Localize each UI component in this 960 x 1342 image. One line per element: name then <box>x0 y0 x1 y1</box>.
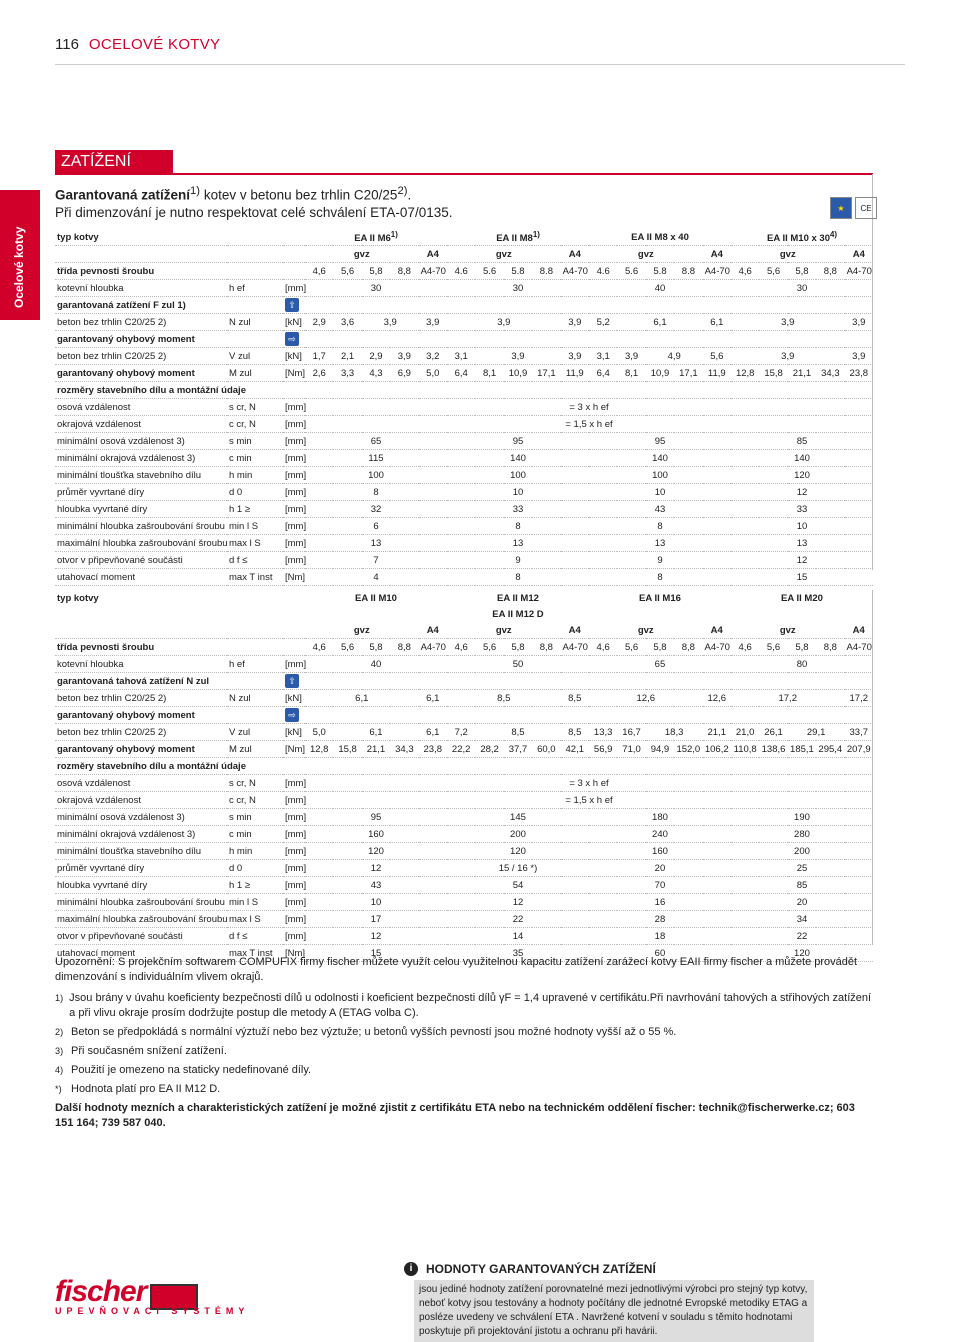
table-cell: 5,8 <box>362 639 390 656</box>
table-cell: 15,8 <box>333 741 361 758</box>
table-cell: 8 <box>589 518 731 535</box>
table-cell: A4-70 <box>845 639 873 656</box>
table-cell: 33 <box>447 501 589 518</box>
table-row: garantovaný ohybový moment ⇨ <box>55 707 873 724</box>
table-cell: 33 <box>731 501 873 518</box>
table-cell: minimální tloušťka stavebního dílu <box>55 467 227 484</box>
table-cell: 71,0 <box>617 741 645 758</box>
table-cell: [Nm] <box>283 569 305 586</box>
table-cell: 95 <box>305 809 447 826</box>
table-cell: 8.8 <box>674 263 702 280</box>
footnote-text: Beton se předpokládá s normální výztuží nebo bez výztuže; u betonů vyšších pevností jsou možné hodnoty vyšší až o 55 %. <box>71 1026 677 1038</box>
info-icon: i <box>404 1262 418 1276</box>
table-cell: [mm] <box>283 843 305 860</box>
red-divider <box>55 173 873 175</box>
table-cell: 34,3 <box>390 741 418 758</box>
table-cell: 5,6 <box>617 639 645 656</box>
table-cell: [mm] <box>283 484 305 501</box>
table-cell: 5,8 <box>788 639 816 656</box>
table-cell: 9 <box>447 552 589 569</box>
footnote-marker: *) <box>55 1084 62 1094</box>
table-cell: 15 <box>731 569 873 586</box>
table-cell: max T inst <box>227 569 283 586</box>
table-row: gvz A4 gvz A4 gvz A4 gvz A4 <box>55 246 873 263</box>
table-cell: utahovací moment <box>55 569 227 586</box>
table-cell: 100 <box>589 467 731 484</box>
table-cell: 22 <box>731 928 873 945</box>
table-row <box>55 860 873 877</box>
table-cell: 43 <box>305 877 447 894</box>
table-cell: [mm] <box>283 826 305 843</box>
table-cell: 8 <box>589 569 731 586</box>
notice-text: Upozornění: S projekčním softwarem COMPUFIX firmy fischer můžete využít celou využitelnou kapacitu zatížení zarážecí kotvy EAII firmy fischer a můžete provádět dimenzování s individuálním vlivem okrajů. <box>55 956 858 983</box>
load-table-2 <box>55 590 873 962</box>
table-cell: 15 <box>305 945 447 962</box>
table-cell: 15,8 <box>759 365 787 382</box>
table-cell: 207,9 <box>845 741 873 758</box>
table-row <box>55 911 873 928</box>
table-cell: minimální hloubka zašroubování šroubu <box>55 894 227 911</box>
table-cell: minimální okrajová vzdálenost 3) <box>55 450 227 467</box>
table-row: osová vzdálenost s cr, N [mm] = 3 x h ef <box>55 399 873 416</box>
table-cell: 5,6 <box>759 639 787 656</box>
table-row: osová vzdálenost s cr, N [mm] = 3 x h ef <box>55 775 873 792</box>
table-cell: 9 <box>589 552 731 569</box>
table-cell: 95 <box>589 433 731 450</box>
table-cell: 95 <box>447 433 589 450</box>
table-cell: s min <box>227 433 283 450</box>
footnote <box>55 1063 875 1078</box>
table-cell: [mm] <box>283 535 305 552</box>
table-cell: 15 / 16 *) <box>447 860 589 877</box>
table-cell: 60,0 <box>532 741 560 758</box>
table-cell: 22,2 <box>447 741 475 758</box>
table-cell: 100 <box>305 467 447 484</box>
table-row: třída pevnosti šroubu 4,6 5,6 5,8 8,8 A4-70 4.6 5.6 5.8 8.8 A4-70 4.6 5.6 5.8 8.8 A4-70 4,6 5,6 5,8 8,8 A4-70 <box>55 263 873 280</box>
table-cell: A4-70 <box>419 639 447 656</box>
table-cell: 8 <box>447 569 589 586</box>
ce-mark-icon: CE <box>855 197 877 219</box>
table-cell: maximální hloubka zašroubování šroubu <box>55 535 227 552</box>
table-cell: 4,3 <box>362 365 390 382</box>
table-cell: 94,9 <box>646 741 674 758</box>
table-cell: 2,6 <box>305 365 333 382</box>
table-cell: 10,9 <box>646 365 674 382</box>
table-cell: 6 <box>305 518 447 535</box>
table-cell: 6,4 <box>589 365 617 382</box>
intro-text: Garantovaná zatížení$^{1)}$ kotev v betonu bez trhlin C20/25$^{2)}$. Při dimenzování je nutno respektovat celé schválení ETA-07/0135. <box>55 185 453 220</box>
sidebar-label: Ocelové kotvy <box>12 226 26 308</box>
table-cell: 25 <box>731 860 873 877</box>
table-cell: minimální hloubka zašroubování šroubu <box>55 518 227 535</box>
table-cell: 60 <box>589 945 731 962</box>
table-row <box>55 877 873 894</box>
info-box: i HODNOTY GARANTOVANÝCH ZATÍŽENÍ jsou jediné hodnoty zatížení porovnatelné mezi jednotlivými výrobci pro stejný typ kotvy, neboť kotvy jsou testovány a hodnoty počítány dle jednotné Evropské metodiky ETAG a posléze uvedeny ve schválení ETA . Navržené kotvení v souladu s těmito hodnotami poskytuje při projektování jistotu a ochranu při havárii. <box>404 1262 814 1342</box>
table-cell: 4.6 <box>589 263 617 280</box>
table-cell: 20 <box>731 894 873 911</box>
table-row: beton bez trhlin C20/25 2) N zul [kN] 6,1 6,1 8,5 8,5 12,6 12,6 17,2 17,2 <box>55 690 873 707</box>
table-cell: A4-70 <box>419 263 447 280</box>
table-cell: [mm] <box>283 467 305 484</box>
table-cell: max l S <box>227 911 283 928</box>
footnote <box>55 991 875 1021</box>
table-cell: 13 <box>731 535 873 552</box>
table-cell: 8,8 <box>674 639 702 656</box>
table-cell: 8,1 <box>475 365 503 382</box>
table-cell: d 0 <box>227 860 283 877</box>
table-row: garantovaný ohybový moment M zul [Nm] 12,8 15,8 21,1 34,3 23,8 22,2 28,2 37,7 60,0 42,1 56,9 71,0 94,9 152,0 106,2 110,8 138,6 185,1 295,4 207,9 <box>55 741 873 758</box>
table-cell: 5,8 <box>362 263 390 280</box>
table-cell: 5,6 <box>333 639 361 656</box>
table-cell: 13 <box>305 535 447 552</box>
table-row <box>55 928 873 945</box>
page-number: 116 <box>55 36 79 53</box>
table-cell: 8 <box>305 484 447 501</box>
table-cell: A4-70 <box>845 263 873 280</box>
table-cell: 185,1 <box>788 741 816 758</box>
table-cell: A4-70 <box>561 263 589 280</box>
footnote-marker: 2) <box>55 1027 64 1037</box>
table-row <box>55 552 873 569</box>
certification-logos <box>830 197 877 219</box>
table-row <box>55 535 873 552</box>
table-row: okrajová vzdálenost c cr, N [mm] = 1,5 x h ef <box>55 792 873 809</box>
table-cell: 115 <box>305 450 447 467</box>
table-cell: 12 <box>305 860 447 877</box>
table-cell: [mm] <box>283 501 305 518</box>
table-cell: 5.8 <box>646 263 674 280</box>
footnote <box>55 1082 875 1097</box>
table-row: kotevní hloubka h ef [mm] 40 50 65 80 <box>55 656 873 673</box>
table-cell: 10 <box>447 484 589 501</box>
table-cell: 7 <box>305 552 447 569</box>
table-cell: 8,8 <box>390 263 418 280</box>
table-cell: 120 <box>305 843 447 860</box>
table-cell: [mm] <box>283 860 305 877</box>
table-row <box>55 501 873 518</box>
table-cell: 6,9 <box>390 365 418 382</box>
table-cell: [Nm] <box>283 945 305 962</box>
table-cell: 85 <box>731 877 873 894</box>
footnotes <box>55 955 875 1137</box>
table-cell: 85 <box>731 433 873 450</box>
table-cell: 160 <box>305 826 447 843</box>
table-cell: 35 <box>447 945 589 962</box>
table-cell: průměr vyvrtané díry <box>55 484 227 501</box>
table-cell: 12 <box>731 484 873 501</box>
table-cell: 5,8 <box>788 263 816 280</box>
table-cell: 4,6 <box>731 639 759 656</box>
table-cell: 295,4 <box>816 741 844 758</box>
table-cell: 34 <box>731 911 873 928</box>
table-cell: 14 <box>447 928 589 945</box>
table-cell: 240 <box>589 826 731 843</box>
table-cell: A4-70 <box>703 263 731 280</box>
table-cell: max l S <box>227 535 283 552</box>
table-cell: 12,8 <box>731 365 759 382</box>
table-cell: 280 <box>731 826 873 843</box>
table-cell: 22 <box>447 911 589 928</box>
table-cell: 12,8 <box>305 741 333 758</box>
table-cell: 152,0 <box>674 741 702 758</box>
table-cell: d 0 <box>227 484 283 501</box>
table-cell: 138,6 <box>759 741 787 758</box>
table-row: rozměry stavebního dílu a montážní údaje <box>55 758 873 775</box>
table-cell: 43 <box>589 501 731 518</box>
table-cell: 4,6 <box>447 639 475 656</box>
table-cell: 4,6 <box>305 263 333 280</box>
footnote-marker: 1) <box>55 993 64 1003</box>
table-cell: otvor v připevňované součásti <box>55 552 227 569</box>
table-row: garantovaný ohybový moment M zul [Nm] 2,6 3,3 4,3 6,9 5,0 6,4 8,1 10,9 17,1 11,9 6,4 8,1 10,9 17,1 11,9 12,8 15,8 21,1 34,3 23,8 <box>55 365 873 382</box>
table-cell: 18 <box>589 928 731 945</box>
table-cell: 100 <box>447 467 589 484</box>
table-row: beton bez trhlin C20/25 2) V zul [kN] 1,7 2,1 2,9 3,9 3,2 3,1 3,9 3,9 3,1 3,9 4,9 5,6 3,9 3,9 <box>55 348 873 365</box>
table-cell: 180 <box>589 809 731 826</box>
table-row <box>55 433 873 450</box>
table-cell: 34,3 <box>816 365 844 382</box>
table-cell: utahovací moment <box>55 945 227 962</box>
table-cell: 5,6 <box>333 263 361 280</box>
table-cell: [mm] <box>283 894 305 911</box>
table-cell: minimální osová vzdálenost 3) <box>55 433 227 450</box>
table-cell: 8,1 <box>617 365 645 382</box>
table-cell: minimální okrajová vzdálenost 3) <box>55 826 227 843</box>
footnote-text: Jsou brány v úvahu koeficienty bezpečnosti dílů u odolnosti i koeficient bezpečnosti dílů γF = 1,4 upravené v certifikátu.Při navrhování tahových a střihových zatížení a při vlivu okraje prosím dodržujte postup dle metody A (ETAG volba C). <box>69 992 872 1019</box>
table-cell: [mm] <box>283 433 305 450</box>
footnote-marker: 3) <box>55 1046 64 1056</box>
table-cell: 5.6 <box>617 263 645 280</box>
table-cell: 4.6 <box>447 263 475 280</box>
table-cell: d f ≤ <box>227 552 283 569</box>
table-cell: 42,1 <box>561 741 589 758</box>
table-row <box>55 569 873 586</box>
table-cell: 4,6 <box>589 639 617 656</box>
table-cell: 11,9 <box>561 365 589 382</box>
table-cell: A4-70 <box>561 639 589 656</box>
table-cell: 5,0 <box>419 365 447 382</box>
table-cell: 13 <box>589 535 731 552</box>
table-row: EA II M12 D <box>492 608 544 620</box>
table-cell: h 1 ≥ <box>227 877 283 894</box>
table-row <box>55 484 873 501</box>
table-cell: 70 <box>589 877 731 894</box>
table-row <box>55 894 873 911</box>
table-row <box>55 467 873 484</box>
table-cell: 190 <box>731 809 873 826</box>
table-cell: hloubka vyvrtané díry <box>55 877 227 894</box>
table-cell: 23,8 <box>419 741 447 758</box>
page-header <box>55 36 220 53</box>
fischer-logo: fischer UPEVŇOVACÍ SYSTÉMY <box>55 1275 250 1316</box>
eu-flag-icon: ★ <box>830 197 852 219</box>
table-row <box>55 450 873 467</box>
table-row: okrajová vzdálenost c cr, N [mm] = 1,5 x h ef <box>55 416 873 433</box>
table-cell: 140 <box>589 450 731 467</box>
footnote <box>55 1044 875 1059</box>
section-title: ZATÍŽENÍ <box>55 150 173 174</box>
table-cell: [mm] <box>283 809 305 826</box>
tension-icon: ⇧ <box>285 674 299 688</box>
table-row: beton bez trhlin C20/25 2) V zul [kN] 5,0 6,1 6,1 7,2 8,5 8,5 13,3 16,7 18,3 21,1 21,0 26,1 29,1 33,7 <box>55 724 873 741</box>
table-cell: [mm] <box>283 911 305 928</box>
footnote-text: Hodnota platí pro EA II M12 D. <box>71 1083 221 1095</box>
table-cell: c min <box>227 826 283 843</box>
section-name: OCELOVÉ KOTVY <box>88 36 221 53</box>
table-cell: max T inst <box>227 945 283 962</box>
table-cell: 5.6 <box>475 263 503 280</box>
table-cell: 5.8 <box>504 263 532 280</box>
table-cell: 8,8 <box>532 639 560 656</box>
table-cell: maximální hloubka zašroubování šroubu <box>55 911 227 928</box>
table-cell: [mm] <box>283 877 305 894</box>
contact-line: Další hodnoty mezních a charakteristických zatížení je možné zjistit z certifikátu ETA nebo na technickém oddělení fischer: technik@fischerwerke.cz; 603 151 164; 739 587 040. <box>55 1102 855 1129</box>
table-cell: 5,8 <box>646 639 674 656</box>
table-row <box>55 843 873 860</box>
table-cell: 10,9 <box>504 365 532 382</box>
table-cell: 12 <box>447 894 589 911</box>
table-cell: c min <box>227 450 283 467</box>
table-cell: 13 <box>447 535 589 552</box>
table-cell: minimální osová vzdálenost 3) <box>55 809 227 826</box>
table-cell: průměr vyvrtané díry <box>55 860 227 877</box>
table-cell: 140 <box>731 450 873 467</box>
footnote-text: Při současném snížení zatížení. <box>71 1045 227 1057</box>
table-cell: 120 <box>731 945 873 962</box>
shear-icon: ⇨ <box>285 708 299 722</box>
table-cell: 21,1 <box>788 365 816 382</box>
table-row: třída pevnosti šroubu 4,6 5,6 5,8 8,8 A4-70 4,6 5,6 5,8 8,8 A4-70 4,6 5,6 5,8 8,8 A4-70 4,6 5,6 5,8 8,8 A4-70 <box>55 639 873 656</box>
table-cell: 5,6 <box>475 639 503 656</box>
table-cell: 28 <box>589 911 731 928</box>
footnote-marker: 4) <box>55 1065 64 1075</box>
table-cell: [mm] <box>283 450 305 467</box>
table-cell: d f ≤ <box>227 928 283 945</box>
table-row: garantovaná zatížení F zul 1) ⇧ <box>55 297 873 314</box>
footnote-text: Použití je omezeno na staticky nedefinované díly. <box>71 1064 312 1076</box>
table-cell: 145 <box>447 809 589 826</box>
table-cell: min l S <box>227 518 283 535</box>
table-cell: [mm] <box>283 552 305 569</box>
table-row <box>55 809 873 826</box>
table-cell: 160 <box>589 843 731 860</box>
table-row: kotevní hloubka h ef [mm] 30 30 40 30 <box>55 280 873 297</box>
footnote <box>55 1025 875 1040</box>
table-cell: 4,6 <box>305 639 333 656</box>
table-cell: 200 <box>731 843 873 860</box>
table-row <box>55 826 873 843</box>
table-cell: 32 <box>305 501 447 518</box>
table-cell: h min <box>227 843 283 860</box>
table-cell: otvor v připevňované součásti <box>55 928 227 945</box>
shear-icon: ⇨ <box>285 332 299 346</box>
table-cell: minimální tloušťka stavebního dílu <box>55 843 227 860</box>
table-cell: 8.8 <box>532 263 560 280</box>
sidebar-tab <box>0 190 40 320</box>
table-cell: h min <box>227 467 283 484</box>
table-cell: 110,8 <box>731 741 759 758</box>
table-cell: 6,4 <box>447 365 475 382</box>
table-cell: 28,2 <box>475 741 503 758</box>
table-cell: 37,7 <box>504 741 532 758</box>
table-cell: 16 <box>589 894 731 911</box>
table-cell: 20 <box>589 860 731 877</box>
table-cell: 56,9 <box>589 741 617 758</box>
table-row: gvz A4 gvz A4 gvz A4 gvz A4 <box>55 622 873 639</box>
table-cell: 3,3 <box>333 365 361 382</box>
table-cell: 5,8 <box>504 639 532 656</box>
table-cell: 17 <box>305 911 447 928</box>
table-cell: 17,1 <box>674 365 702 382</box>
table-cell: [mm] <box>283 928 305 945</box>
table-row: garantovaná tahová zatížení N zul ⇧ <box>55 673 873 690</box>
table-cell: 11,9 <box>703 365 731 382</box>
table-row <box>55 518 873 535</box>
table-cell: hloubka vyvrtané díry <box>55 501 227 518</box>
table-cell: 65 <box>305 433 447 450</box>
table-cell: s min <box>227 809 283 826</box>
table-row: typ kotvy EA II M6$^{1)}$ EA II M8$^{1)}$ EA II M8 x 40 EA II M10 x 30$^{4)}$ <box>55 229 873 246</box>
table-cell: 5,6 <box>759 263 787 280</box>
table-cell: 12 <box>731 552 873 569</box>
table-row: rozměry stavebního dílu a montážní údaje <box>55 382 873 399</box>
table-cell: h 1 ≥ <box>227 501 283 518</box>
table-cell: 4,6 <box>731 263 759 280</box>
table-row: garantovaný ohybový moment ⇨ <box>55 331 873 348</box>
load-table-1 <box>55 229 873 586</box>
table-cell: 120 <box>447 843 589 860</box>
table-row: typ kotvy EA II M10 EA II M12 EA II M16 EA II M20 <box>57 592 823 604</box>
table-cell: 106,2 <box>703 741 731 758</box>
table-cell: 10 <box>589 484 731 501</box>
table-cell: A4-70 <box>703 639 731 656</box>
table-cell: 10 <box>731 518 873 535</box>
divider <box>55 64 905 65</box>
table-row: beton bez trhlin C20/25 2) N zul [kN] 2,9 3,6 3,9 3,9 3,9 3,9 5,2 6,1 6,1 3,9 3,9 <box>55 314 873 331</box>
table-cell: 8,8 <box>816 639 844 656</box>
table-cell: 21,1 <box>362 741 390 758</box>
table-cell: 200 <box>447 826 589 843</box>
table-cell: 8,8 <box>816 263 844 280</box>
table-cell: 4 <box>305 569 447 586</box>
tension-icon: ⇧ <box>285 298 299 312</box>
table-cell: 140 <box>447 450 589 467</box>
table-cell: 10 <box>305 894 447 911</box>
table-cell: 54 <box>447 877 589 894</box>
table-cell: 8 <box>447 518 589 535</box>
table-cell: 120 <box>731 467 873 484</box>
table-cell: [mm] <box>283 518 305 535</box>
table-cell: 12 <box>305 928 447 945</box>
table-cell: 23,8 <box>845 365 873 382</box>
table-cell: 8,8 <box>390 639 418 656</box>
table-cell: 17,1 <box>532 365 560 382</box>
table-cell: min l S <box>227 894 283 911</box>
